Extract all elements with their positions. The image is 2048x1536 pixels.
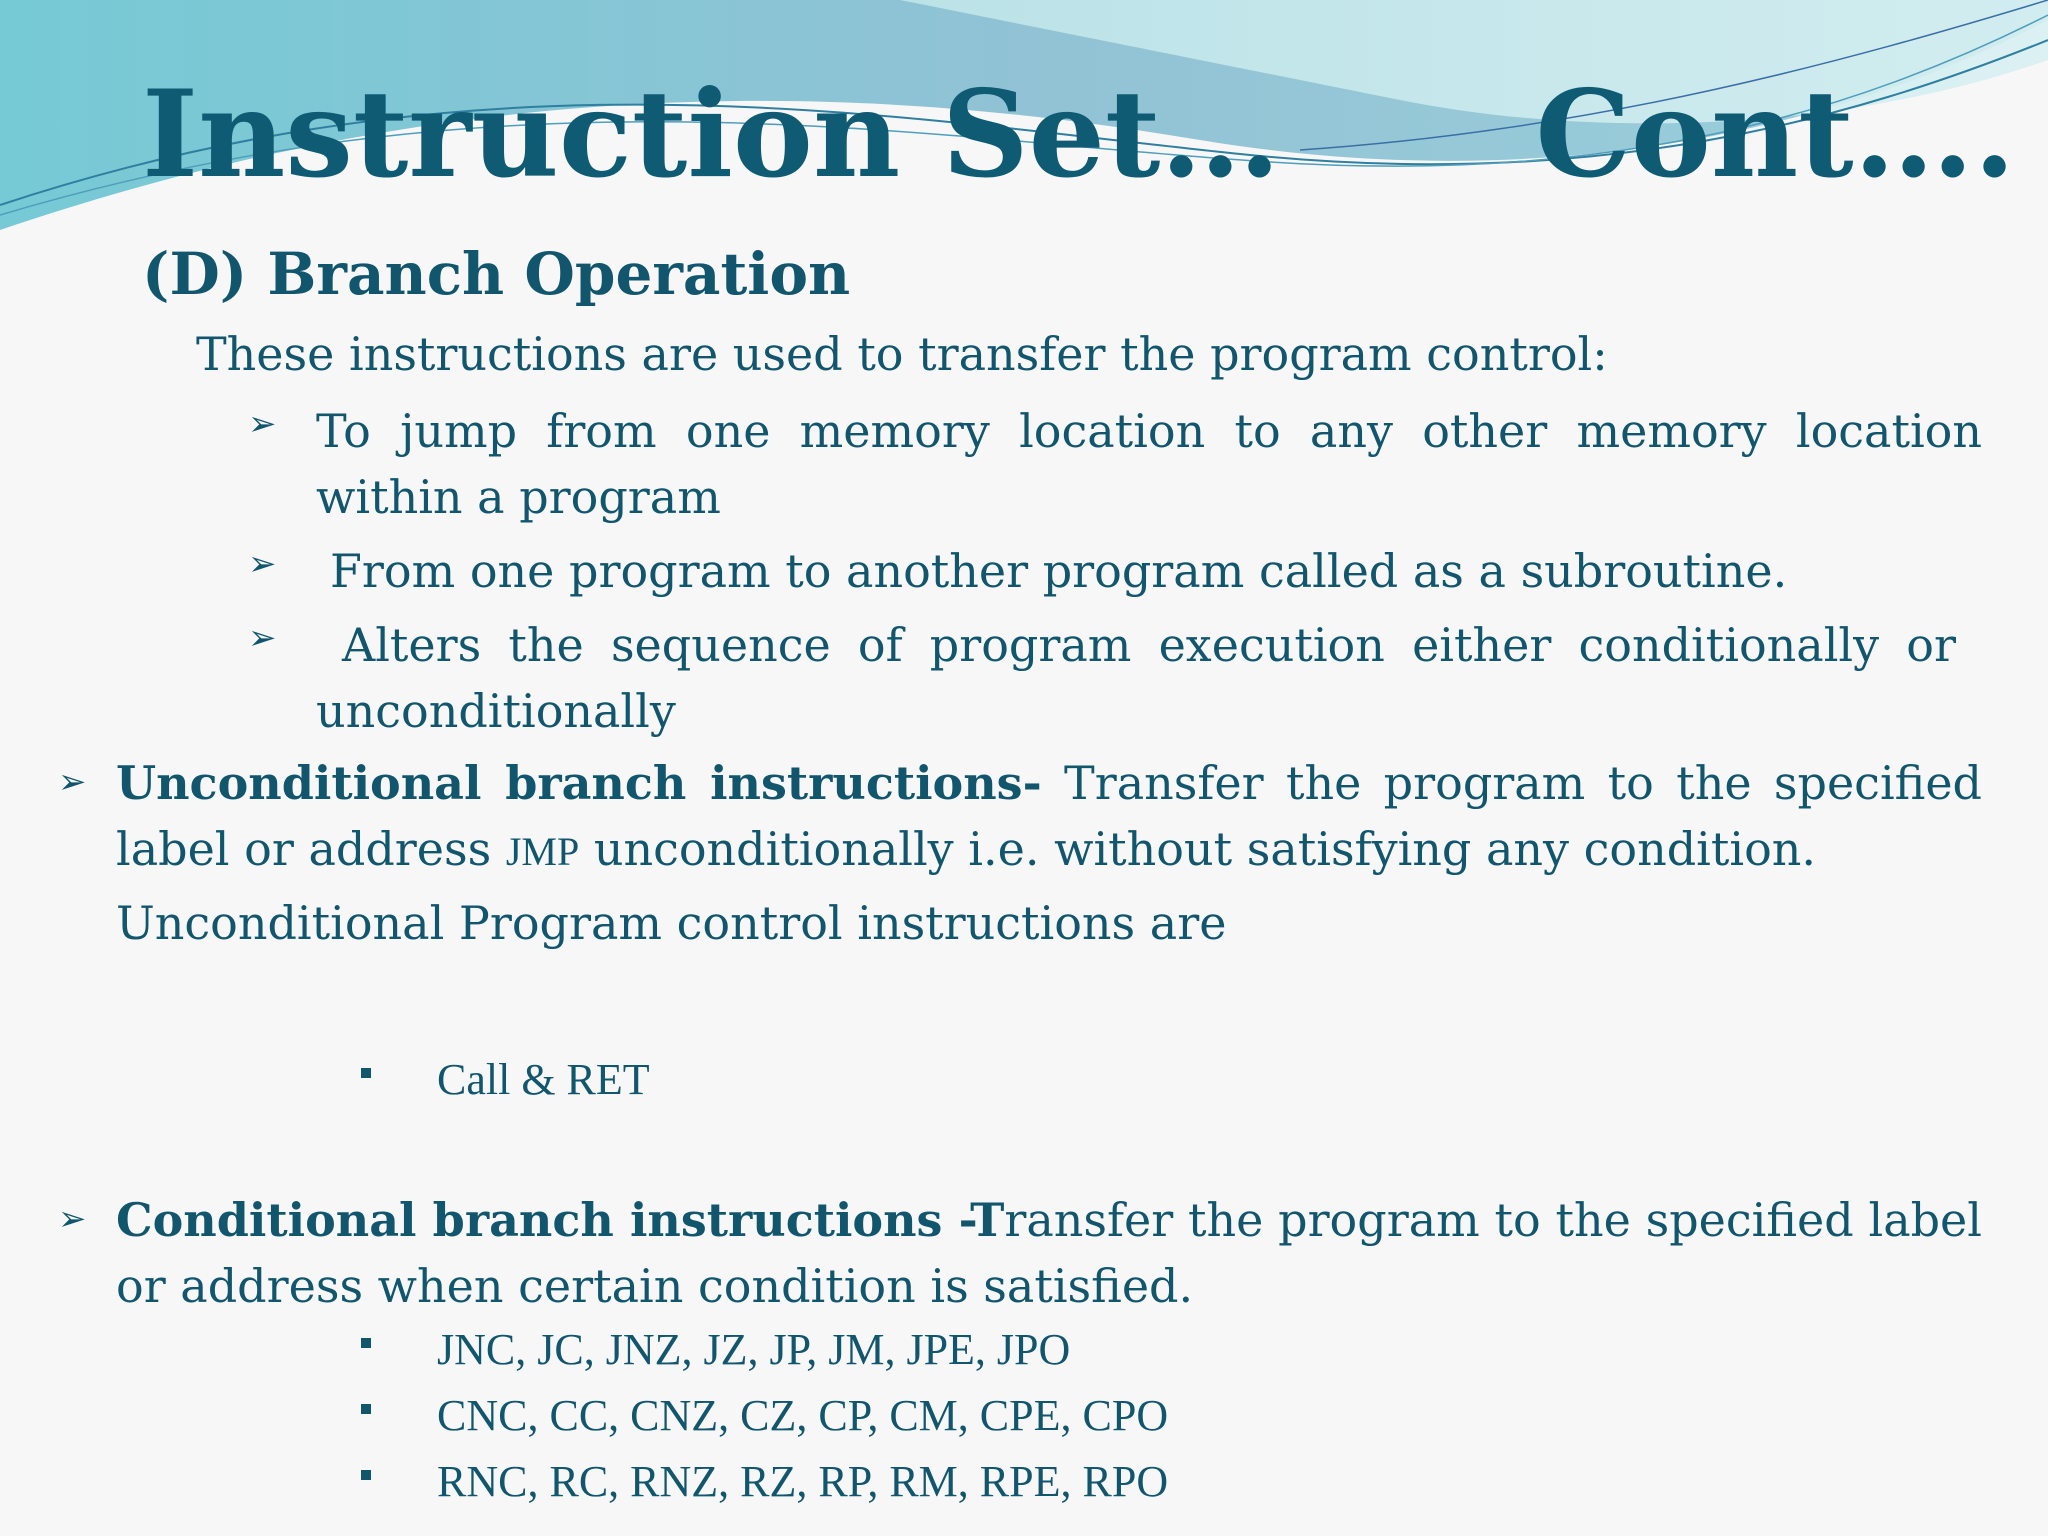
slide-title [142,60,2016,210]
purpose-bullet-2: From one program to another program called as a subroutine. [330,544,1788,598]
arrow-bullet-icon: ➢ [248,544,277,584]
conditional-item-2: CNC, CC, CNZ, CZ, CP, CM, CPE, CPO [437,1391,1169,1440]
square-bullet-icon [361,1470,371,1480]
unconditional-item-1: Call & RET [437,1055,650,1104]
arrow-bullet-icon: ➢ [248,618,277,658]
jmp-keyword: JMP [505,829,580,874]
purpose-bullet-1: To jump from one memory location to any other memory location within a program [316,404,1982,524]
square-bullet-icon [361,1068,371,1078]
unconditional-description [116,750,1982,885]
square-bullet-icon [361,1404,371,1414]
unconditional-term: Unconditional branch instructions- [116,756,1042,810]
purpose-bullet-3: Alters the sequence of program execution either conditionally or unconditionally [316,618,1956,738]
intro-text: These instructions are used to transfer the program control: [196,327,1608,381]
conditional-item-1: JNC, JC, JNZ, JZ, JP, JM, JPE, JPO [437,1325,1071,1374]
unconditional-line2: Unconditional Program control instructions are [116,896,1227,950]
title-main: Instruction Set… [142,64,1281,205]
section-heading: (D) Branch Operation [142,240,851,308]
title-cont: Cont…. [1535,64,2016,205]
conditional-term: Conditional branch instructions -T [116,1193,1005,1247]
unconditional-text-after: unconditionally i.e. without satisfying any condition. [579,822,1817,876]
conditional-item-3: RNC, RC, RNZ, RZ, RP, RM, RPE, RPO [437,1457,1169,1506]
conditional-text: ransfer the program to the specified label or address when certain condition is satisfied. [116,1193,1982,1313]
arrow-bullet-icon: ➢ [58,762,87,802]
conditional-description [116,1187,1982,1319]
arrow-bullet-icon: ➢ [248,404,277,444]
unconditional-text-before: Transfer the program to the specified label or address [116,756,1983,876]
arrow-bullet-icon: ➢ [58,1199,87,1239]
square-bullet-icon [361,1338,371,1348]
